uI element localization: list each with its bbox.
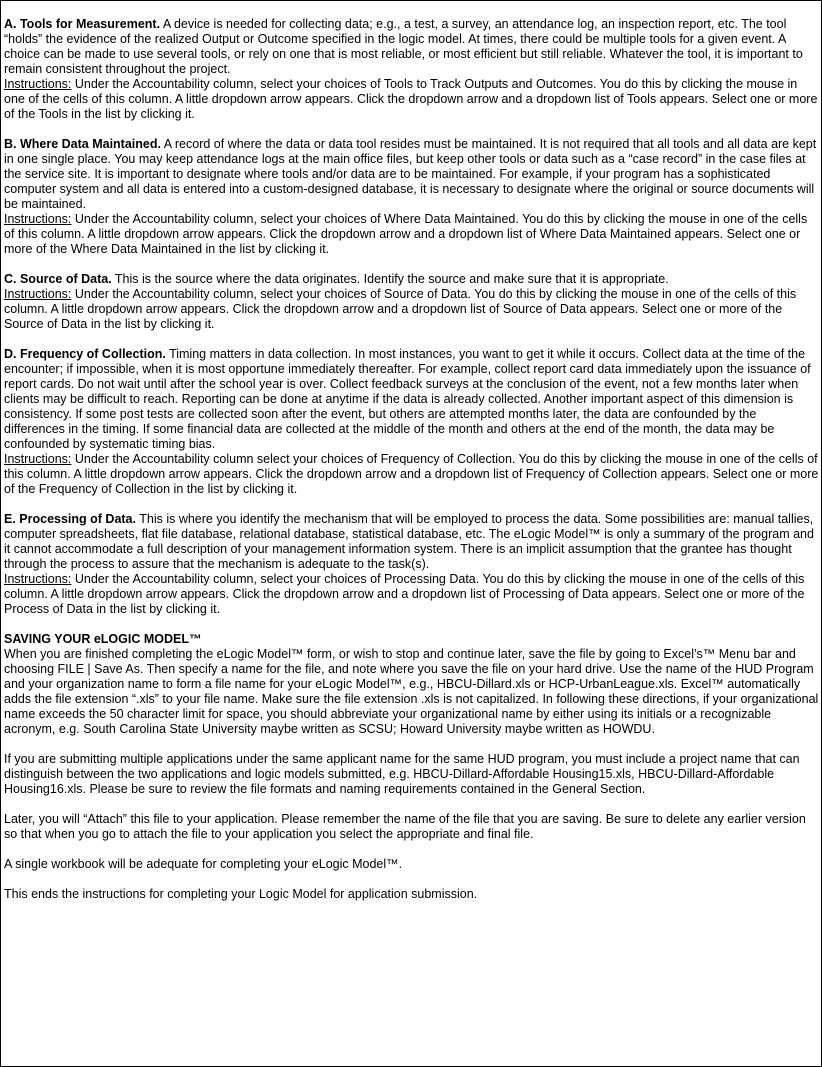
instructions-text: Under the Accountability column, select your choices of Tools to Track Outputs and Outcomes. You do this by clicking the mouse in one of the cells of this column. A little dropdown arrow appears. Click the dropdown arrow and a dropdown list of Tools appears. Select one or more of the Tools in the list by clicking it. bbox=[4, 77, 818, 121]
section-heading: D. Frequency of Collection. bbox=[4, 347, 166, 361]
instructions-text: Under the Accountability column select your choices of Frequency of Collection. You do this by clicking the mouse in one of the cells of this column. A little dropdown arrow appears. Click the dropdown arrow and a dropdown list of Frequency of Collection appears. Select one or more of the Frequency of Collection in the list by clicking it. bbox=[4, 452, 819, 496]
section-source-of-data bbox=[4, 272, 819, 332]
saving-heading: SAVING YOUR eLOGIC MODEL™ bbox=[4, 632, 202, 646]
instructions-paragraph bbox=[4, 572, 819, 617]
instructions-text: Under the Accountability column, select your choices of Processing Data. You do this by clicking the mouse in one of the cells of this column. A little dropdown arrow appears. Click the dropdown arrow and a dropdown list of Processing of Data appears. Select one or more of the Process of Data in the list by clicking it. bbox=[4, 572, 805, 616]
section-frequency-of-collection bbox=[4, 347, 819, 497]
instructions-text: Under the Accountability column, select your choices of Source of Data. You do this by clicking the mouse in one of the cells of this column. A little dropdown arrow appears. Click the dropdown arrow and a dropdown list of Source of Data appears. Select one or more of the Source of Data in the list by clicking it. bbox=[4, 287, 797, 331]
section-processing-of-data bbox=[4, 512, 819, 617]
end-paragraph: This ends the instructions for completing your Logic Model for application submission. bbox=[4, 887, 478, 901]
attach-paragraph: Later, you will “Attach” this file to your application. Please remember the name of the file that you are saving. Be sure to delete any earlier version so that when you go to attach the file to your application you select the appropriate and final file. bbox=[4, 812, 806, 841]
section-tools-for-measurement bbox=[4, 17, 819, 122]
instructions-label: Instructions: bbox=[4, 452, 72, 466]
saving-paragraph: When you are finished completing the eLogic Model™ form, or wish to stop and continue later, save the file by going to Excel’s™ Menu bar and choosing FILE | Save As. Then specify a name for the file, and note where you save the file on your hard drive. Use the name of the HUD Program and your organization name to form a file name for your eLogic Model™, e.g., HBCU-Dillard.xls or HCP-UrbanLeague.xls. Excel™ automatically adds the file extension “.xls” to your file name. Make sure the file extension .xls is not capitalized. In following these directions, if your organizational name exceeds the 50 character limit for space, you should abbreviate your organizational name by either using its initials or a recognizable acronym, e.g. South Carolina State University maybe written as SCSU; Howard University maybe written as HOWDU. bbox=[4, 647, 819, 736]
section-body: Timing matters in data collection. In most instances, you want to get it while it occurs. Collect data at the time of the encounter; if impossible, when it is most opportune immediately thereafter. For example, collect report card data immediately upon the issuance of report cards. Do not wait until after the school year is over. Collect feedback surveys at the conclusion of the event, not a few months later when clients may be difficult to reach. Reporting can be done at anytime if the data is already collected. Another important aspect of this dimension is consistency. If some post tests are collected soon after the event, but others are attempted months later, the data are confounded by the differences in the timing. If some financial data are collected at the middle of the month and others at the end of the month, the data may be confounded by systematic timing bias. bbox=[4, 347, 811, 451]
section-end bbox=[4, 887, 819, 902]
instructions-label: Instructions: bbox=[4, 572, 72, 586]
section-body: This is where you identify the mechanism that will be employed to process the data. Some possibilities are: manual tallies, computer spreadsheets, flat file database, relational database, statistical database, etc. The eLogic Model™ is only a summary of the program and it cannot accommodate a full description of your management information system. There is an implicit assumption that the grantee has thought through the process to assure that the mechanism is adequate to the task(s). bbox=[4, 512, 814, 571]
section-heading: A. Tools for Measurement. bbox=[4, 17, 161, 31]
multiple-applications-paragraph: If you are submitting multiple applications under the same applicant name for the same HUD program, you must include a project name that can distinguish between the two applications and logic models submitted, e.g. HBCU-Dillard-Affordable Housing15.xls, HBCU-Dillard-Affordable Housing16.xls. Please be sure to review the file formats and naming requirements contained in the General Section. bbox=[4, 752, 800, 796]
instructions-paragraph bbox=[4, 287, 819, 332]
section-single-workbook bbox=[4, 857, 819, 872]
section-body: A record of where the data or data tool resides must be maintained. It is not required that all tools and all data are kept in one single place. You may keep attendance logs at the main office files, but keep other tools or data such as a “case record” in the case files at the service site. It is important to designate where tools and/or data are to be maintained. For example, if your program has a sophisticated computer system and all data is entered into a custom-designed database, it is necessary to designate where the original or source documents will be maintained. bbox=[4, 137, 817, 211]
instructions-paragraph bbox=[4, 77, 819, 122]
section-attach bbox=[4, 812, 819, 842]
instructions-text: Under the Accountability column, select your choices of Where Data Maintained. You do this by clicking the mouse in one of the cells of this column. A little dropdown arrow appears. Click the dropdown arrow and a dropdown list of Where Data Maintained appears. Select one or more of the Where Data Maintained in the list by clicking it. bbox=[4, 212, 808, 256]
section-paragraph bbox=[4, 347, 819, 452]
instructions-label: Instructions: bbox=[4, 77, 72, 91]
section-body: A device is needed for collecting data; e.g., a test, a survey, an attendance log, an inspection report, etc. The tool “holds” the evidence of the realized Output or Outcome specified in the logic model. At times, there could be multiple tools for a given event. A choice can be made to use several tools, or rely on one that is most reliable, or most efficient but still reliable. Whatever the tool, it is important to remain consistent throughout the project. bbox=[4, 17, 803, 76]
instructions-label: Instructions: bbox=[4, 287, 72, 301]
section-heading: C. Source of Data. bbox=[4, 272, 112, 286]
section-paragraph bbox=[4, 137, 819, 212]
section-heading: B. Where Data Maintained. bbox=[4, 137, 161, 151]
section-heading: E. Processing of Data. bbox=[4, 512, 136, 526]
instructions-paragraph bbox=[4, 212, 819, 257]
section-saving bbox=[4, 632, 819, 737]
section-body: This is the source where the data originates. Identify the source and make sure that it is appropriate. bbox=[111, 272, 669, 286]
section-multiple-applications bbox=[4, 752, 819, 797]
section-paragraph bbox=[4, 512, 819, 572]
instructions-paragraph bbox=[4, 452, 819, 497]
single-workbook-paragraph: A single workbook will be adequate for completing your eLogic Model™. bbox=[4, 857, 403, 871]
section-where-data-maintained bbox=[4, 137, 819, 257]
instructions-label: Instructions: bbox=[4, 212, 72, 226]
section-paragraph bbox=[4, 272, 819, 287]
section-paragraph bbox=[4, 17, 819, 77]
